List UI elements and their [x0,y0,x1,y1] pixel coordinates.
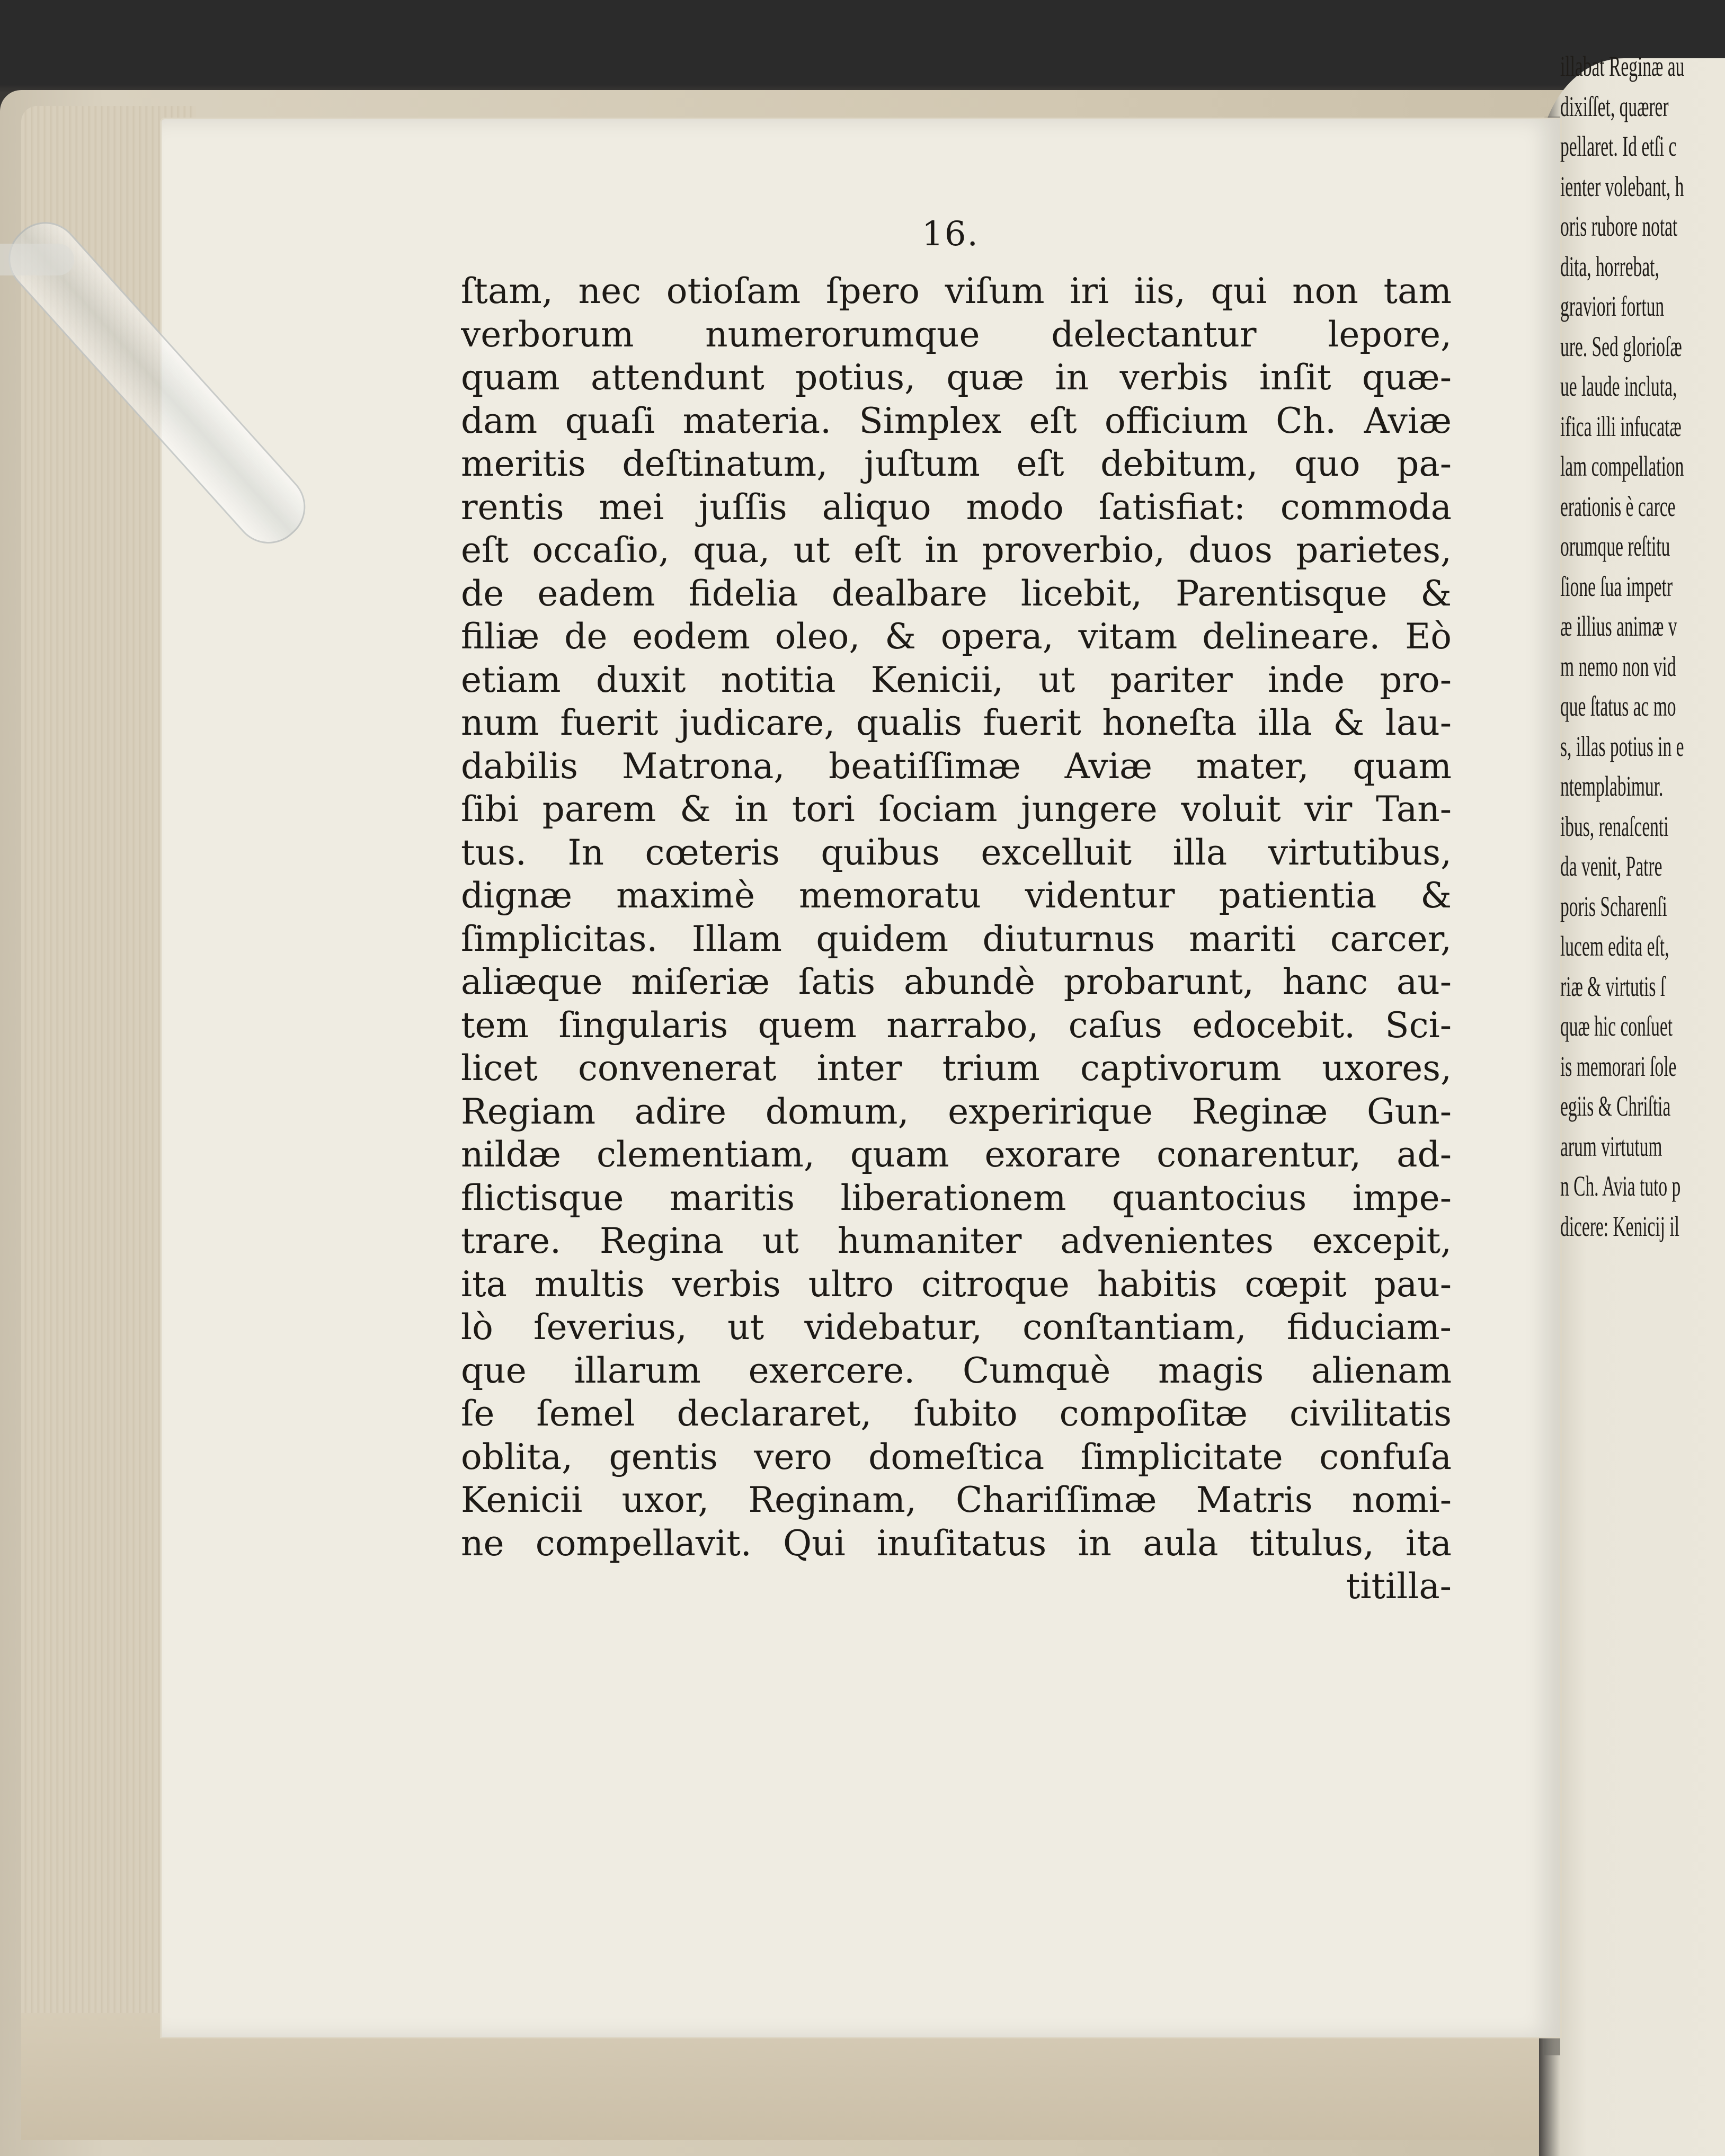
facing-text-line: ntemplabimur. [1560,770,1664,802]
facing-text-line: ue laude incluta, [1560,370,1677,402]
facing-text-line: erationis è carce [1560,490,1676,522]
facing-text-line: lam compellation [1560,450,1684,482]
facing-text-line: dicere: Kenicij il [1560,1210,1679,1242]
facing-text-line: dixiſſet, quærer [1560,90,1669,122]
facing-text-line: graviori fortun [1560,290,1665,322]
text-line: ne compellavit. Qui inuſitatus in aula titulus, ita [461,1522,1452,1564]
text-line: filiæ de eodem oleo, & opera, vitam delineare. Eò [461,616,1452,657]
text-line: nildæ clementiam, quam exorare conarentur, ad- [461,1134,1452,1175]
facing-text-line: m nemo non vid [1560,650,1676,682]
text-line: dignæ maximè memoratu videntur patientia & [461,875,1452,916]
text-line: flictisque maritis liberationem quantocius impe- [461,1177,1452,1218]
facing-text-line: pellaret. Id etſi c [1560,130,1677,162]
text-line: tem ſingularis quem narrabo, caſus edocebit. Sci- [461,1004,1452,1046]
text-line: rentis mei juſſis aliquo modo ſatisfiat: commoda [461,486,1452,528]
facing-text-line: ienter volebant, h [1560,170,1684,202]
facing-text-line: ibus, renaſcenti [1560,810,1669,842]
text-line: dabilis Matrona, beatiſſimæ Aviæ mater, quam [461,745,1452,787]
facing-text-line: dita, horrebat, [1560,250,1659,282]
facing-text-line: da venit, Patre [1560,850,1662,882]
facing-text-line: riæ & virtutis ſ [1560,970,1666,1002]
text-line: lò ſeverius, ut videbatur, conſtantiam, fiduciam- [461,1307,1452,1348]
text-line: eſt occaſio, qua, ut eſt in proverbio, duos parietes, [461,530,1452,571]
text-line: ſibi parem & in tori ſociam jungere voluit vir Tan- [461,789,1452,830]
facing-text-line: ure. Sed glorioſæ [1560,330,1682,362]
text-line: ſe ſemel declararet, ſubito compoſitæ civilitatis [461,1393,1452,1434]
text-line: oblita, gentis vero domeſtica ſimplicitate confuſa [461,1436,1452,1477]
text-line: verborum numerorumque delectantur lepore, [461,314,1452,355]
text-line: ſtam, nec otioſam ſpero viſum iri iis, qui non tam [461,271,1452,311]
text-line: dam quaſi materia. Simplex eſt officium Ch. Aviæ [461,400,1452,441]
facing-text-line: æ illius animæ v [1560,610,1677,642]
text-line: aliæque miſeriæ ſatis abundè probarunt, hanc au- [461,961,1452,1002]
text-line: quam attendunt potius, quæ in verbis inſit quæ- [461,357,1452,398]
facing-text-line: is memorari ſole [1560,1050,1677,1082]
text-line: licet convenerat inter trium captivorum uxores, [461,1048,1452,1089]
text-line: meritis deſtinatum, juſtum eſt debitum, quo pa- [461,443,1452,484]
text-line: tus. In cœteris quibus excelluit illa virtutibus, [461,832,1452,873]
facing-text-line: arum virtutum [1560,1130,1662,1162]
text-line: que illarum exercere. Cumquè magis alienam [461,1350,1452,1391]
facing-text-line: illabat Reginæ au [1560,50,1685,82]
facing-text-line: n Ch. Avia tuto p [1560,1170,1681,1202]
facing-text-line: poris Scharenſi [1560,890,1667,922]
text-line: de eadem fidelia dealbare licebit, Parentisque & [461,573,1452,614]
page-clip-arm [0,244,74,275]
facing-text-line: egiis & Chriſtia [1560,1090,1671,1122]
text-line: ita multis verbis ultro citroque habitis cœpit pau- [461,1263,1452,1305]
text-line: titilla- [1346,1566,1452,1607]
text-line: trare. Regina ut humaniter advenientes excepit, [461,1220,1452,1261]
text-line: Kenicii uxor, Reginam, Chariſſimæ Matris nomi- [461,1480,1452,1520]
text-line: Regiam adire domum, experirique Reginæ Gun- [461,1091,1452,1132]
facing-text-line: ifica illi infucatæ [1560,410,1682,442]
facing-text-line: s, illas potius in e [1560,730,1684,762]
facing-text-line: quæ hic conſuet [1560,1010,1673,1042]
facing-text-line: lucem edita eſt, [1560,930,1669,962]
page-number: 16. [922,215,979,254]
facing-text-line: que ſtatus ac mo [1560,690,1676,722]
facing-text-line: oris rubore notat [1560,210,1678,242]
text-line: etiam duxit notitia Kenicii, ut pariter inde pro- [461,659,1452,700]
text-line: ſimplicitas. Illam quidem diuturnus mariti carcer, [461,918,1452,959]
facing-text-line: ſione ſua impetr [1560,570,1673,602]
facing-text-line: orumque reſtitu [1560,530,1670,562]
text-line: num fuerit judicare, qualis fuerit honeſta illa & lau- [461,702,1452,743]
